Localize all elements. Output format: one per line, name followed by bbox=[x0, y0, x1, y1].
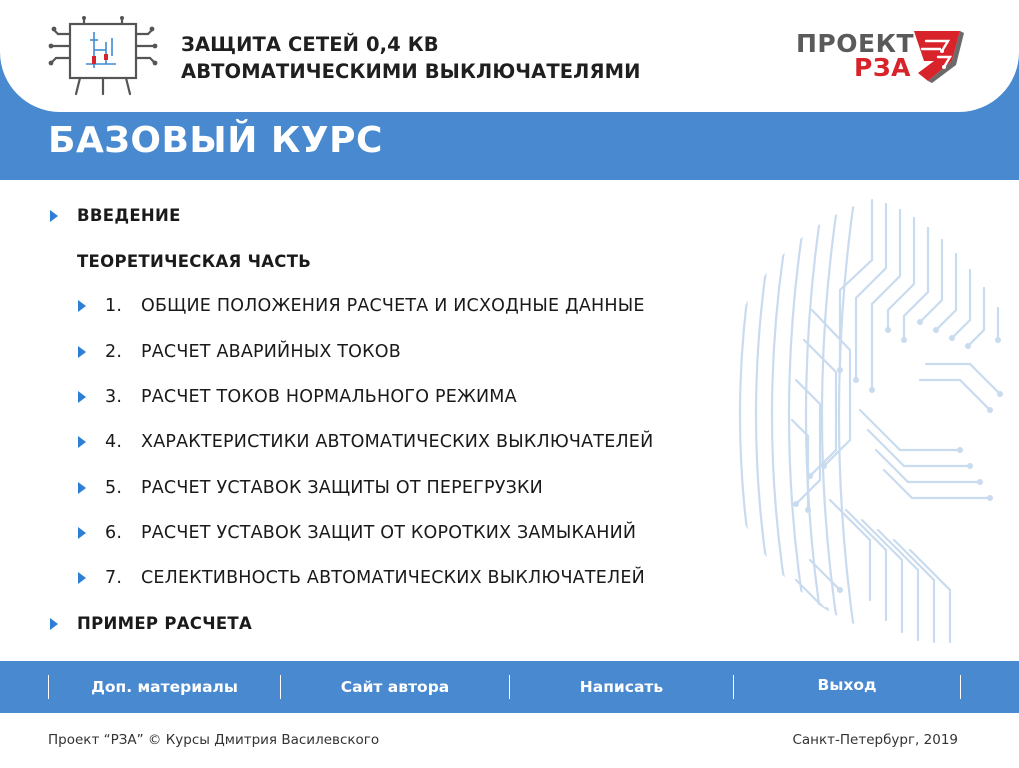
chapter-label: РАСЧЕТ УСТАВОК ЗАЩИТ ОТ КОРОТКИХ ЗАМЫКАНИЙ bbox=[141, 523, 637, 543]
chapter-label: ХАРАКТЕРИСТИКИ АВТОМАТИЧЕСКИХ ВЫКЛЮЧАТЕЛЕЙ bbox=[141, 432, 654, 452]
circuit-globe-decoration bbox=[700, 180, 1019, 650]
chapter-item-4[interactable] bbox=[78, 432, 653, 452]
triangle-arrow-icon bbox=[78, 346, 86, 358]
theory-heading bbox=[77, 252, 311, 271]
menu-item-label: ПРИМЕР РАСЧЕТА bbox=[77, 614, 253, 633]
course-subject-title bbox=[181, 31, 641, 85]
chapter-label: ОБЩИЕ ПОЛОЖЕНИЯ РАСЧЕТА И ИСХОДНЫЕ ДАННЫЕ bbox=[141, 296, 645, 316]
nav-divider bbox=[960, 675, 961, 699]
menu-item-intro[interactable] bbox=[50, 206, 181, 225]
triangle-arrow-icon bbox=[78, 391, 86, 403]
chapter-label: РАСЧЕТ ТОКОВ НОРМАЛЬНОГО РЕЖИМА bbox=[141, 387, 517, 407]
chapter-item-3[interactable] bbox=[78, 387, 517, 407]
header bbox=[0, 0, 1019, 112]
shield-logo-icon bbox=[904, 27, 964, 83]
logo-word-1: ПРОЕКТ bbox=[796, 29, 915, 58]
chapter-number: 3. bbox=[105, 387, 123, 407]
chapter-item-7[interactable] bbox=[78, 568, 645, 588]
chapter-item-5[interactable] bbox=[78, 478, 543, 498]
chapter-label: СЕЛЕКТИВНОСТЬ АВТОМАТИЧЕСКИХ ВЫКЛЮЧАТЕЛЕЙ bbox=[141, 568, 645, 588]
chapter-number: 2. bbox=[105, 342, 123, 362]
bottom-nav-bar bbox=[0, 661, 1019, 713]
chapter-label: РАСЧЕТ УСТАВОК ЗАЩИТЫ ОТ ПЕРЕГРУЗКИ bbox=[141, 478, 543, 498]
chapter-number: 1. bbox=[105, 296, 123, 316]
footer-copyright: Проект “РЗА” © Курсы Дмитрия Василевского bbox=[48, 732, 380, 748]
project-rza-logo bbox=[796, 27, 966, 87]
chapter-number: 5. bbox=[105, 478, 123, 498]
author-site-button[interactable]: Сайт автора bbox=[340, 678, 450, 696]
title-line-2: АВТОМАТИЧЕСКИМИ ВЫКЛЮЧАТЕЛЯМИ bbox=[181, 60, 641, 83]
menu-item-label: ВВЕДЕНИЕ bbox=[77, 206, 181, 225]
triangle-arrow-icon bbox=[78, 436, 86, 448]
page-title: БАЗОВЫЙ КУРС bbox=[48, 120, 383, 161]
exit-button[interactable]: Выход bbox=[817, 676, 877, 694]
triangle-arrow-icon bbox=[78, 527, 86, 539]
chapter-number: 6. bbox=[105, 523, 123, 543]
triangle-arrow-icon bbox=[78, 482, 86, 494]
triangle-arrow-icon bbox=[50, 210, 58, 222]
title-line-1: ЗАЩИТА СЕТЕЙ 0,4 КВ bbox=[181, 33, 439, 56]
triangle-arrow-icon bbox=[78, 300, 86, 312]
menu-item-example[interactable] bbox=[50, 614, 252, 633]
chapter-item-2[interactable] bbox=[78, 342, 401, 362]
chapter-item-1[interactable] bbox=[78, 296, 645, 316]
chapter-item-6[interactable] bbox=[78, 523, 636, 543]
chapter-label: РАСЧЕТ АВАРИЙНЫХ ТОКОВ bbox=[141, 342, 401, 362]
write-button[interactable]: Написать bbox=[579, 678, 664, 696]
footer-location-year: Санкт-Петербург, 2019 bbox=[792, 732, 958, 748]
chapter-number: 4. bbox=[105, 432, 123, 452]
materials-button[interactable]: Доп. материалы bbox=[91, 678, 238, 696]
triangle-arrow-icon bbox=[50, 618, 58, 630]
triangle-arrow-icon bbox=[78, 572, 86, 584]
circuit-board-icon bbox=[46, 16, 160, 100]
chapter-number: 7. bbox=[105, 568, 123, 588]
logo-word-2: РЗА bbox=[854, 53, 911, 82]
theory-heading-label: ТЕОРЕТИЧЕСКАЯ ЧАСТЬ bbox=[77, 252, 312, 271]
